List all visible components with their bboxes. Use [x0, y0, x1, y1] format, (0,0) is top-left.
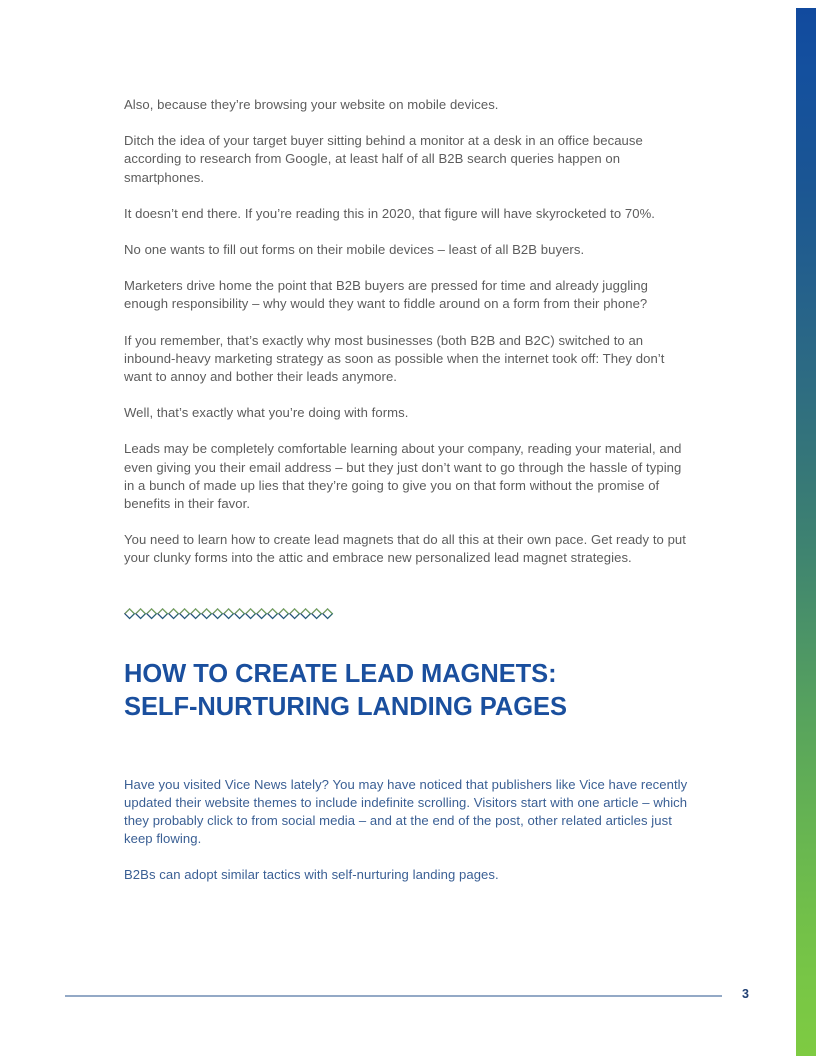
paragraph: B2Bs can adopt similar tactics with self-nurturing landing pages.: [124, 867, 499, 883]
paragraph: It doesn’t end there. If you’re reading this in 2020, that figure will have skyrocketed to 70%.: [124, 205, 656, 221]
footer-divider-rule: [65, 995, 722, 997]
page-content: [124, 96, 690, 885]
section-paragraph-group: [124, 776, 690, 885]
paragraph: If you remember, that’s exactly why most businesses (both B2B and B2C) switched to an inbound-heavy marketing strategy as soon as possible when the internet took off: They don’t want to annoy and bother their leads anymore.: [124, 332, 665, 385]
page-number: 3: [742, 987, 750, 1001]
paragraph: You need to learn how to create lead magnets that do all this at their own pace. Get ready to put your clunky forms into the attic and embrace new personalized lead magnet strategies.: [124, 532, 686, 566]
paragraph: Have you visited Vice News lately? You may have noticed that publishers like Vice have recently updated their website themes to include indefinite scrolling. Visitors start with one article – which they probably click to from social media – and at the end of the post, other related articles just keep flowing.: [124, 776, 688, 847]
paragraph: Also, because they’re browsing your website on mobile devices.: [124, 97, 499, 112]
intro-paragraph-group: [124, 96, 690, 568]
paragraph: No one wants to fill out forms on their mobile devices – least of all B2B buyers.: [124, 242, 585, 258]
paragraph: Ditch the idea of your target buyer sitting behind a monitor at a desk in an office because according to research from Google, at least half of all B2B search queries happen on smartphones.: [124, 133, 643, 185]
section-heading: [124, 658, 690, 724]
paragraph: Leads may be completely comfortable learning about your company, reading your material, and even giving you their email address – but they just don’t want to go through the hassle of typing in a bunch of made up lies that they’re going to give you on that form without the promise of benefits in their favor.: [124, 441, 682, 512]
paragraph: Marketers drive home the point that B2B buyers are pressed for time and already juggling enough responsibility – why would they want to fiddle around on a form from their phone?: [124, 278, 648, 312]
right-edge-gradient-bar: [796, 8, 816, 1056]
section-heading-line-1: HOW TO CREATE LEAD MAGNETS:: [124, 659, 557, 688]
diamond-chain-divider: [124, 604, 690, 626]
section-heading-line-2: SELF-NURTURING LANDING PAGES: [124, 692, 567, 721]
paragraph: Well, that’s exactly what you’re doing with forms.: [124, 405, 409, 421]
